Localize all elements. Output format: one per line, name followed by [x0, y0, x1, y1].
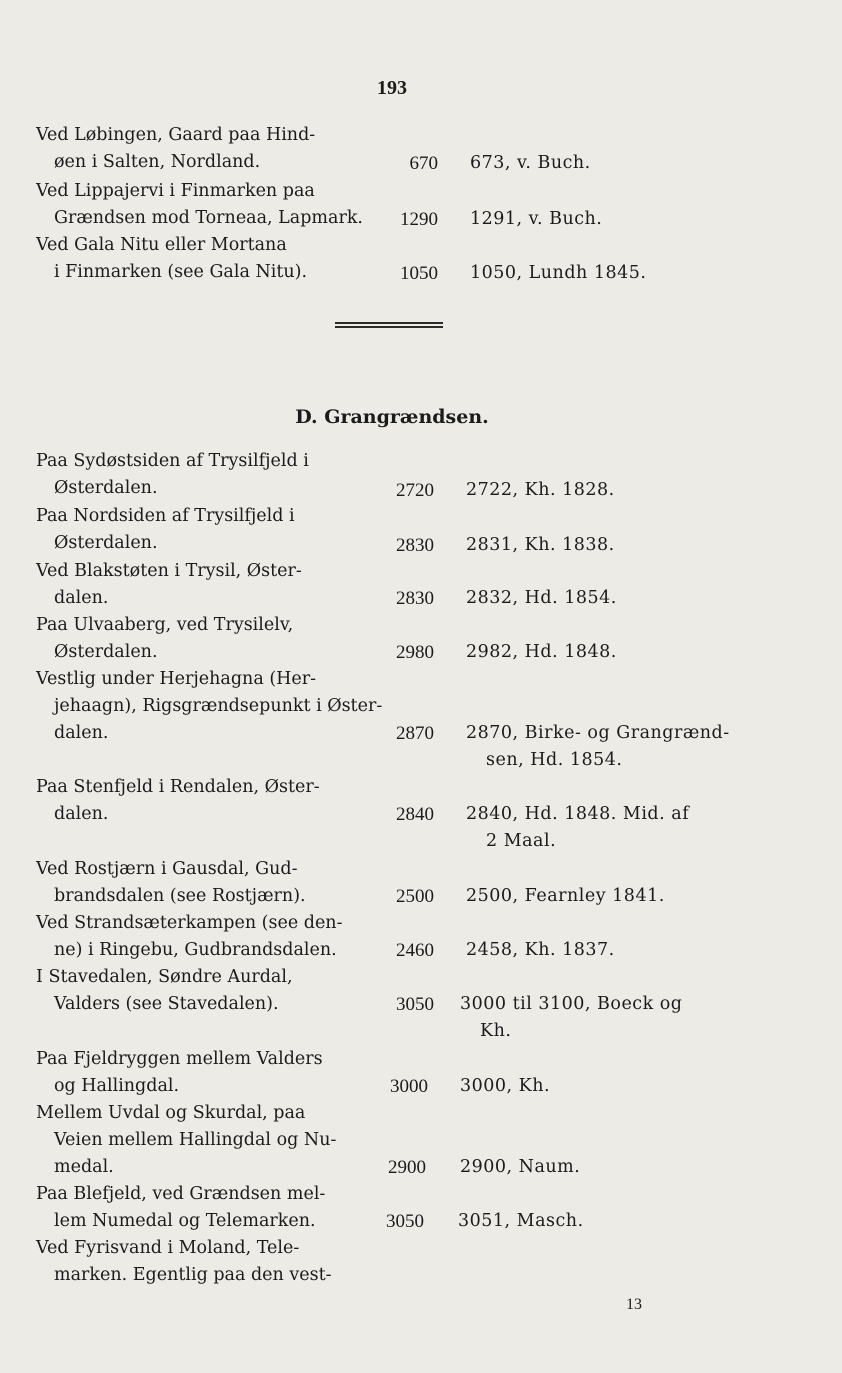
- entry-desc-line: Paa Fjeldryggen mellem Valders: [36, 1049, 323, 1069]
- entry-desc-line: Ved Strandsæterkampen (see den-: [36, 913, 343, 933]
- entry-source: [466, 477, 766, 504]
- entry-description: [36, 122, 371, 176]
- entry-height: 3000: [390, 1076, 428, 1097]
- entry-source: [470, 260, 770, 287]
- entry-desc-line: Ved Løbingen, Gaard paa Hind-: [36, 125, 316, 145]
- entry-desc-line: Ved Blakstøten i Trysil, Øster-: [36, 561, 302, 581]
- entry-source-line: 2840, Hd. 1848. Mid. af: [466, 804, 690, 824]
- entry-height: 2840: [396, 804, 434, 825]
- entry-desc-line: Paa Sydøstsiden af Trysilfjeld i: [36, 451, 309, 471]
- entry-height: 2980: [396, 642, 434, 663]
- entry-source-line: 2832, Hd. 1854.: [466, 588, 617, 608]
- entry-desc-line: i Finmarken (see Gala Nitu).: [54, 262, 308, 282]
- entry-desc-line: Østerdalen.: [54, 478, 158, 498]
- entry-source-line: 2900, Naum.: [460, 1157, 581, 1177]
- page-number: 193: [377, 77, 407, 99]
- entry-desc-line: Ved Fyrisvand i Moland, Tele-: [36, 1238, 300, 1258]
- entry-desc-line: Veien mellem Hallingdal og Nu-: [54, 1130, 337, 1150]
- entry-height: 2460: [396, 940, 434, 961]
- entry-source: [460, 1073, 760, 1100]
- entry-source-line: 3051, Masch.: [458, 1211, 584, 1231]
- entry-source-line: 2982, Hd. 1848.: [466, 642, 617, 662]
- entry-desc-line: Valders (see Stavedalen).: [54, 994, 279, 1014]
- entry-desc-line: brandsdalen (see Rostjærn).: [54, 886, 306, 906]
- entry-desc-line: dalen.: [54, 804, 109, 824]
- entry-source: [466, 937, 766, 964]
- entry-description: [36, 1046, 371, 1100]
- entry-desc-line: Vestlig under Herjehagna (Her-: [36, 669, 317, 689]
- entry-desc-line: Ved Lippajervi i Finmarken paa: [36, 181, 315, 201]
- entry-desc-line: og Hallingdal.: [54, 1076, 180, 1096]
- entry-desc-line: Grændsen mod Torneaa, Lapmark.: [54, 208, 363, 228]
- entry-desc-line: dalen.: [54, 588, 109, 608]
- entry-description: [36, 448, 371, 502]
- entry-source: [466, 720, 766, 774]
- entry-height: 2830: [396, 535, 434, 556]
- entry-height: 1050: [400, 263, 438, 284]
- entry-desc-line: Østerdalen.: [54, 533, 158, 553]
- entry-height: 3050: [386, 1211, 424, 1232]
- entry-source-line: 2500, Fearnley 1841.: [466, 886, 665, 906]
- section-divider: [335, 322, 443, 328]
- entry-height: 2500: [396, 886, 434, 907]
- entry-source-line: 2458, Kh. 1837.: [466, 940, 615, 960]
- entry-description: [36, 774, 371, 828]
- entry-desc-line: lem Numedal og Telemarken.: [54, 1211, 316, 1231]
- entry-source-line: 2831, Kh. 1838.: [466, 535, 615, 555]
- entry-source-line: 2722, Kh. 1828.: [466, 480, 615, 500]
- entry-source: [466, 639, 766, 666]
- entry-desc-line: dalen.: [54, 723, 109, 743]
- entry-source: [466, 585, 766, 612]
- entry-source-line: 1291, v. Buch.: [470, 209, 603, 229]
- entry-desc-line: Ved Gala Nitu eller Mortana: [36, 235, 287, 255]
- section-title: D. Grangrændsen.: [295, 406, 489, 428]
- entry-description: [36, 1181, 371, 1235]
- entry-description: [36, 964, 371, 1018]
- entry-description: [36, 1235, 371, 1289]
- entry-desc-line: øen i Salten, Nordland.: [54, 152, 261, 172]
- entry-description: [36, 232, 371, 286]
- entry-source-line: 3000 til 3100, Boeck og: [460, 994, 683, 1014]
- entry-source: [458, 1208, 758, 1235]
- entry-source-line: 3000, Kh.: [460, 1076, 551, 1096]
- entry-source-line: 2870, Birke- og Grangrænd-: [466, 723, 730, 743]
- entry-height: 2720: [396, 480, 434, 501]
- entry-source: [460, 991, 760, 1045]
- entry-description: [36, 558, 371, 612]
- entry-source: [466, 801, 766, 855]
- entry-desc-line: Paa Stenfjeld i Rendalen, Øster-: [36, 777, 320, 797]
- entry-desc-line: ne) i Ringebu, Gudbrandsdalen.: [54, 940, 337, 960]
- entry-height: 2900: [388, 1157, 426, 1178]
- entry-source: [466, 883, 766, 910]
- entry-description: [36, 503, 371, 557]
- entry-source: [470, 150, 770, 177]
- entry-source-line: sen, Hd. 1854.: [486, 750, 623, 770]
- entry-source: [470, 206, 770, 233]
- entry-description: [36, 1100, 371, 1181]
- entry-source: [466, 532, 766, 559]
- entry-desc-line: Paa Ulvaaberg, ved Trysilelv,: [36, 615, 294, 635]
- entry-desc-line: marken. Egentlig paa den vest-: [54, 1265, 332, 1285]
- entry-description: [36, 856, 371, 910]
- entry-desc-line: Ved Rostjærn i Gausdal, Gud-: [36, 859, 298, 879]
- entry-source-line: 673, v. Buch.: [470, 153, 591, 173]
- entry-source: [460, 1154, 760, 1181]
- entry-desc-line: Paa Nordsiden af Trysilfjeld i: [36, 506, 295, 526]
- entry-height: 3050: [396, 994, 434, 1015]
- entry-source-line: Kh.: [480, 1021, 512, 1041]
- entry-desc-line: Paa Blefjeld, ved Grændsen mel-: [36, 1184, 326, 1204]
- entry-description: [36, 910, 371, 964]
- entry-description: [36, 178, 371, 232]
- entry-desc-line: Østerdalen.: [54, 642, 158, 662]
- entry-source-line: 2 Maal.: [486, 831, 557, 851]
- entry-desc-line: I Stavedalen, Søndre Aurdal,: [36, 967, 293, 987]
- entry-description: [36, 612, 371, 666]
- entry-height: 1290: [400, 209, 438, 230]
- entry-source-line: 1050, Lundh 1845.: [470, 263, 647, 283]
- entry-height: 2830: [396, 588, 434, 609]
- entry-height: 670: [409, 153, 438, 174]
- entry-desc-line: Mellem Uvdal og Skurdal, paa: [36, 1103, 306, 1123]
- entry-desc-line: medal.: [54, 1157, 114, 1177]
- entry-desc-line: jehaagn), Rigsgrændsepunkt i Øster-: [54, 696, 383, 716]
- entry-height: 2870: [396, 723, 434, 744]
- entry-description: [36, 666, 383, 747]
- signature-mark: 13: [626, 1296, 642, 1313]
